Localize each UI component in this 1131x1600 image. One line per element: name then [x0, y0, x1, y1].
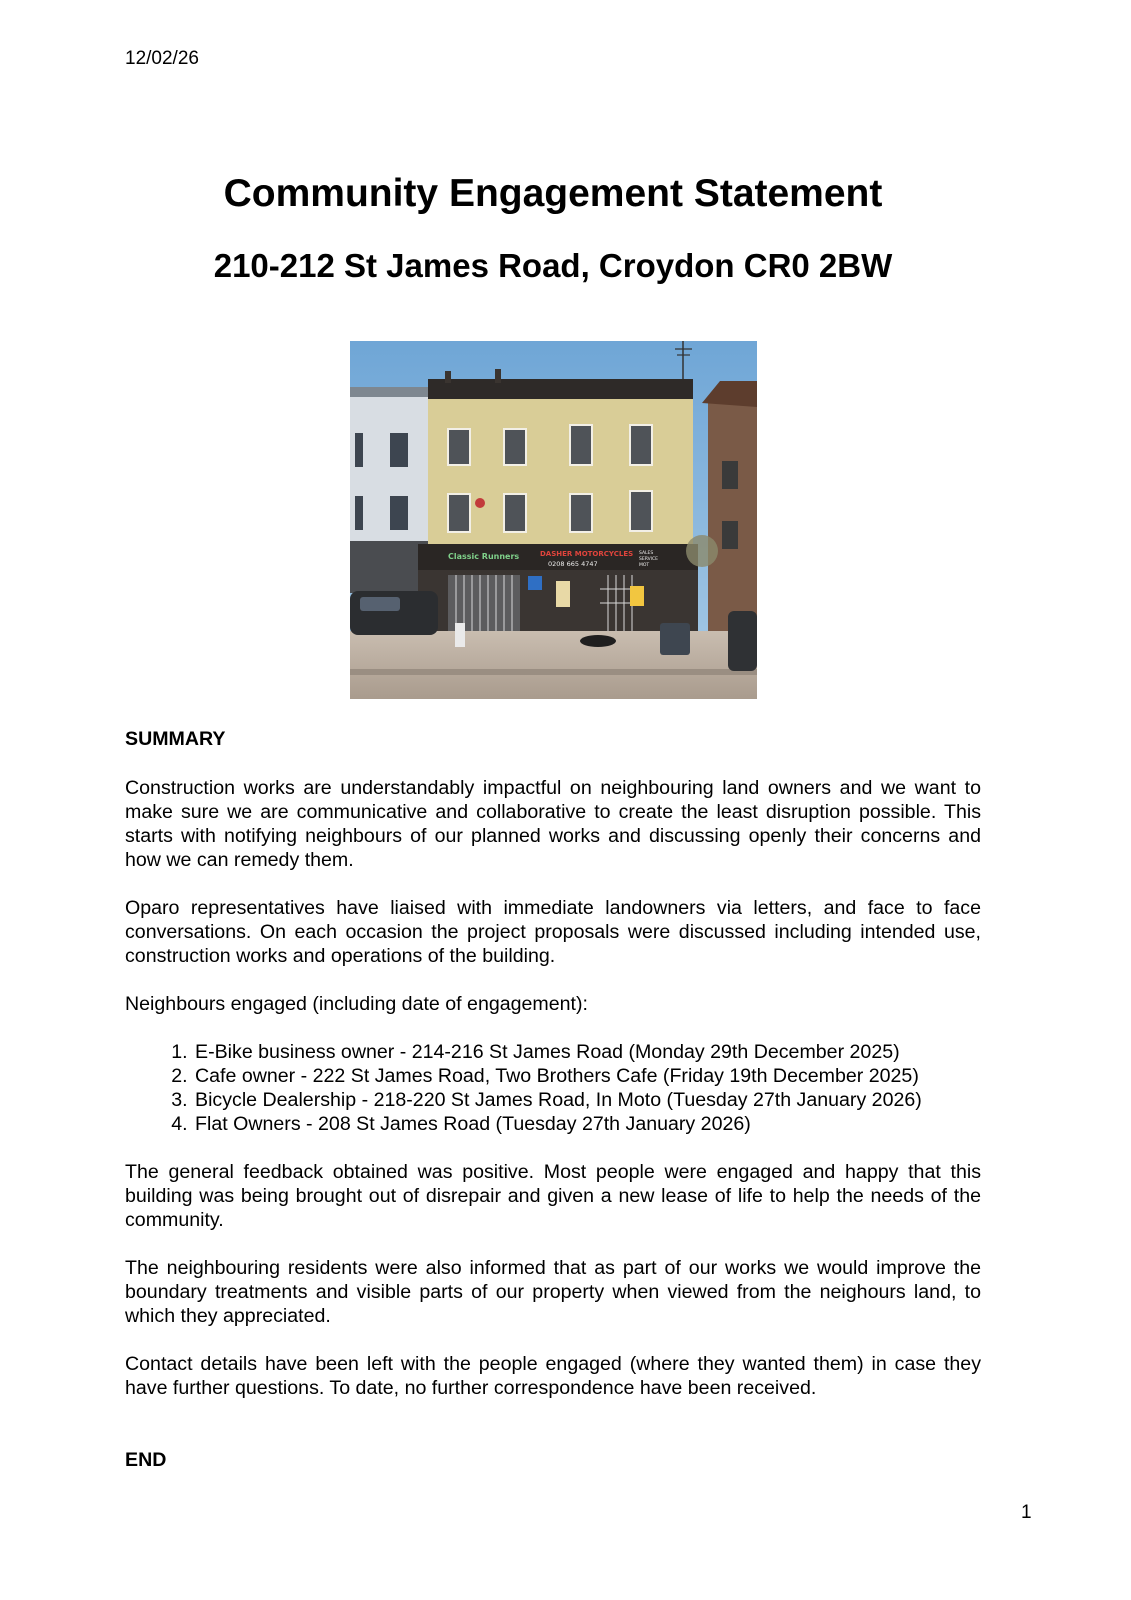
- list-item: 4. Flat Owners - 208 St James Road (Tuesday 27th January 2026): [193, 1112, 981, 1136]
- summary-paragraph-1: Construction works are understandably impactful on neighbouring land owners and we want to make sure we are communicative and collaborative to create the least disruption possible. This starts with notifying neighbours of our planned works and discussing openly their concerns and how we can remedy them.: [125, 777, 981, 871]
- parked-car-right: [728, 611, 757, 671]
- document-date: 12/02/26: [125, 48, 199, 69]
- shop-phone: 0208 665 4747: [548, 560, 598, 568]
- document-subtitle: 210-212 St James Road, Croydon CR0 2BW: [213, 247, 893, 284]
- shop-sign-left: Classic Runners: [448, 552, 520, 561]
- main-building-roof: [428, 379, 693, 399]
- pavement: [350, 631, 757, 699]
- summary-paragraph-2: Oparo representatives have liaised with immediate landowners via letters, and face to face conversations. On each occasion the project proposals were discussed including intended use, construction works and operations of the building.: [125, 897, 981, 967]
- list-item: 3. Bicycle Dealership - 218-220 St James Road, In Moto (Tuesday 27th January 2026): [193, 1088, 981, 1112]
- page-number: 1: [1021, 1502, 1032, 1523]
- svg-text:SERVICE: SERVICE: [639, 557, 658, 562]
- summary-heading: SUMMARY: [125, 728, 226, 750]
- list-item: 1. E-Bike business owner - 214-216 St James Road (Monday 29th December 2025): [193, 1040, 981, 1064]
- summary-paragraph-6: Contact details have been left with the people engaged (where they wanted them) in case they have further questions. To date, no further correspondence have been received.: [125, 1353, 981, 1399]
- neighbours-list: [125, 1040, 981, 1136]
- list-item: 2. Cafe owner - 222 St James Road, Two Brothers Cafe (Friday 19th December 2025): [193, 1064, 981, 1088]
- tree: [686, 535, 718, 567]
- document-title: Community Engagement Statement: [223, 172, 883, 215]
- svg-text:SALES: SALES: [639, 551, 654, 556]
- summary-paragraph-4: The general feedback obtained was positive. Most people were engaged and happy that this building was being brought out of disrepair and given a new lease of life to help the needs of the community.: [125, 1161, 981, 1231]
- svg-text:MOT: MOT: [639, 563, 650, 568]
- end-marker: END: [125, 1449, 167, 1471]
- neighbours-intro: Neighbours engaged (including date of engagement):: [125, 993, 588, 1015]
- document-body: [125, 727, 981, 1472]
- summary-paragraph-5: The neighbouring residents were also informed that as part of our works we would improve the boundary treatments and visible parts of our property when viewed from the neighours land, to which they appreciated.: [125, 1257, 981, 1327]
- building-photo: [350, 341, 757, 699]
- shop-sign-right: DASHER MOTORCYCLES: [540, 550, 634, 558]
